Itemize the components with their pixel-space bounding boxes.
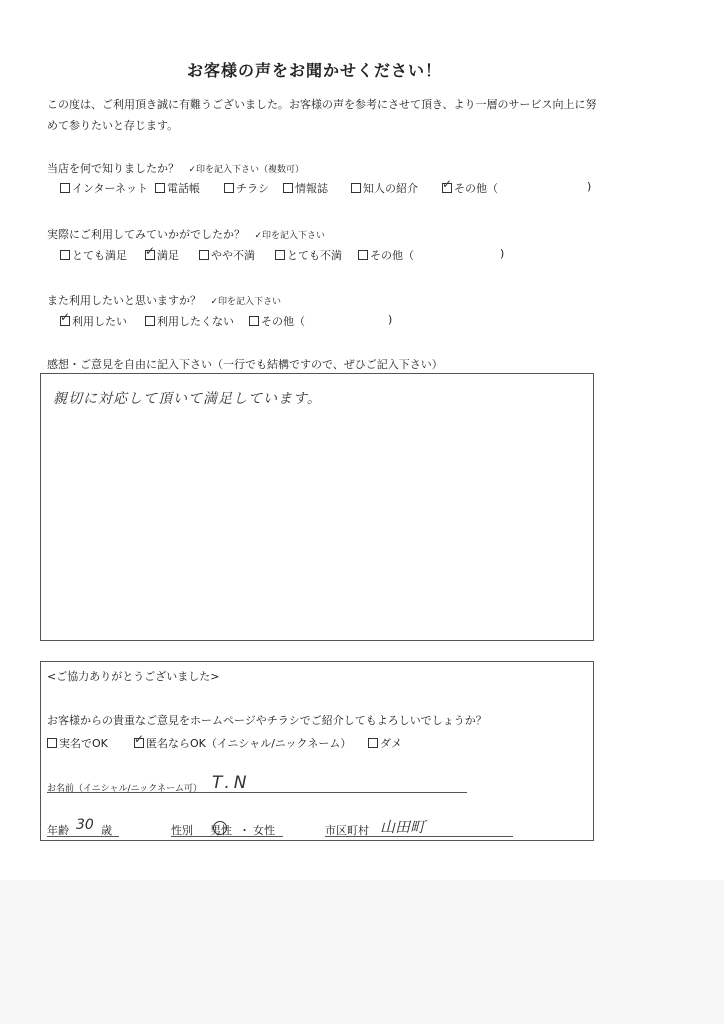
q3-option-other[interactable] <box>249 313 305 329</box>
option-label: その他（ <box>370 249 414 262</box>
city-value[interactable]: 山田町 <box>380 818 426 836</box>
name-underline <box>47 792 467 793</box>
q1-option-referral[interactable] <box>351 180 418 196</box>
checkbox-icon <box>368 738 378 748</box>
q1-option-phonebook[interactable] <box>155 180 200 196</box>
q2-option-very-satisfied[interactable] <box>60 247 127 263</box>
q2-option-other[interactable] <box>358 247 414 263</box>
form-title: お客様の声をお聞かせください！ <box>187 61 443 80</box>
q1-option-magazine[interactable] <box>283 180 328 196</box>
option-label: 匿名ならOK（イニシャル/ニックネーム） <box>146 737 352 750</box>
comment-box[interactable] <box>40 373 594 641</box>
option-label: ダメ <box>380 737 402 750</box>
checkbox-icon <box>275 250 285 260</box>
q3-option-yes[interactable] <box>60 313 127 329</box>
q1-option-internet[interactable] <box>60 180 148 196</box>
option-label: その他（ <box>261 315 305 328</box>
option-label: 情報誌 <box>295 182 328 195</box>
option-label: やや不満 <box>211 249 255 262</box>
age-unit: 歳 <box>101 824 112 837</box>
checkbox-icon <box>47 738 57 748</box>
checkbox-icon <box>199 250 209 260</box>
option-label: 利用したくない <box>157 315 234 328</box>
permission-question: お客様からの貴重なご意見をホームページやチラシでご紹介してもよろしいでしょうか？ <box>47 714 487 727</box>
gender-female[interactable]: 女性 <box>253 824 275 837</box>
option-label: 実名でOK <box>59 737 108 750</box>
permission-option-real-name[interactable] <box>47 735 108 751</box>
q3-question <box>47 292 281 308</box>
option-label: 利用したい <box>72 315 127 328</box>
name-value[interactable]: T.N <box>212 773 251 793</box>
q3-question-text: また利用したいと思いますか？ <box>47 294 201 307</box>
q1-other-close: ) <box>587 180 592 193</box>
gender-underline <box>171 836 283 837</box>
permission-box <box>40 661 594 841</box>
checkbox-icon <box>155 183 165 193</box>
option-label: その他（ <box>454 182 498 195</box>
checked-checkbox-icon <box>134 738 144 748</box>
checkbox-icon <box>60 250 70 260</box>
checkbox-icon <box>224 183 234 193</box>
intro-line-1: この度は、ご利用頂き誠に有難うございました。お客様の声を参考にさせて頂き、より一層のサービス向上に努 <box>47 98 597 111</box>
q3-option-no[interactable] <box>145 313 234 329</box>
comment-text: 親切に対応して頂いて満足しています。 <box>53 391 322 407</box>
thanks-heading: <ご協力ありがとうございました> <box>47 670 220 683</box>
checkbox-icon <box>351 183 361 193</box>
option-label: とても不満 <box>287 249 342 262</box>
checked-checkbox-icon <box>60 316 70 326</box>
name-label: お名前（イニシャル/ニックネーム可） <box>47 784 203 794</box>
checkbox-icon <box>249 316 259 326</box>
q1-option-other[interactable] <box>442 180 498 196</box>
option-label: チラシ <box>236 182 269 195</box>
checked-checkbox-icon <box>442 183 452 193</box>
city-underline <box>325 836 513 837</box>
q1-question <box>47 160 304 176</box>
checkbox-icon <box>358 250 368 260</box>
checked-checkbox-icon <box>145 250 155 260</box>
checkbox-icon <box>145 316 155 326</box>
q3-instruction: ✓印を記入下さい <box>210 297 282 307</box>
option-label: 満足 <box>157 249 179 262</box>
age-value[interactable]: 30 <box>76 817 94 833</box>
gender-male[interactable]: 男性 <box>210 824 232 837</box>
age-label: 年齢 <box>47 824 69 837</box>
q1-question-text: 当店を何で知りましたか？ <box>47 162 179 175</box>
option-label: インターネット <box>72 182 149 195</box>
gender-label: 性別 <box>171 824 193 837</box>
q2-instruction: ✓印を記入下さい <box>254 231 326 241</box>
q2-question <box>47 226 325 242</box>
q1-instruction: ✓印を記入下さい（複数可） <box>188 165 305 175</box>
gender-separator: ・ <box>239 824 250 837</box>
scan-margin <box>0 880 724 1024</box>
q2-other-close: ) <box>500 247 505 260</box>
q2-option-somewhat-dissatisfied[interactable] <box>199 247 255 263</box>
permission-option-anonymous[interactable] <box>134 735 351 751</box>
city-label: 市区町村 <box>325 824 369 837</box>
option-label: 電話帳 <box>167 182 200 195</box>
checkbox-icon <box>60 183 70 193</box>
q2-question-text: 実際にご利用してみていかがでしたか？ <box>47 228 245 241</box>
intro-line-2: めて参りたいと存じます。 <box>47 119 179 132</box>
q3-other-close: ) <box>388 313 393 326</box>
permission-option-no[interactable] <box>368 735 402 751</box>
q2-option-very-dissatisfied[interactable] <box>275 247 342 263</box>
q2-option-satisfied[interactable] <box>145 247 179 263</box>
comment-label: 感想・ご意見を自由に記入下さい（一行でも結構ですので、ぜひご記入下さい） <box>47 358 443 371</box>
option-label: とても満足 <box>72 249 127 262</box>
age-underline <box>47 836 119 837</box>
checkbox-icon <box>283 183 293 193</box>
option-label: 知人の紹介 <box>363 182 418 195</box>
q1-option-flyer[interactable] <box>224 180 269 196</box>
